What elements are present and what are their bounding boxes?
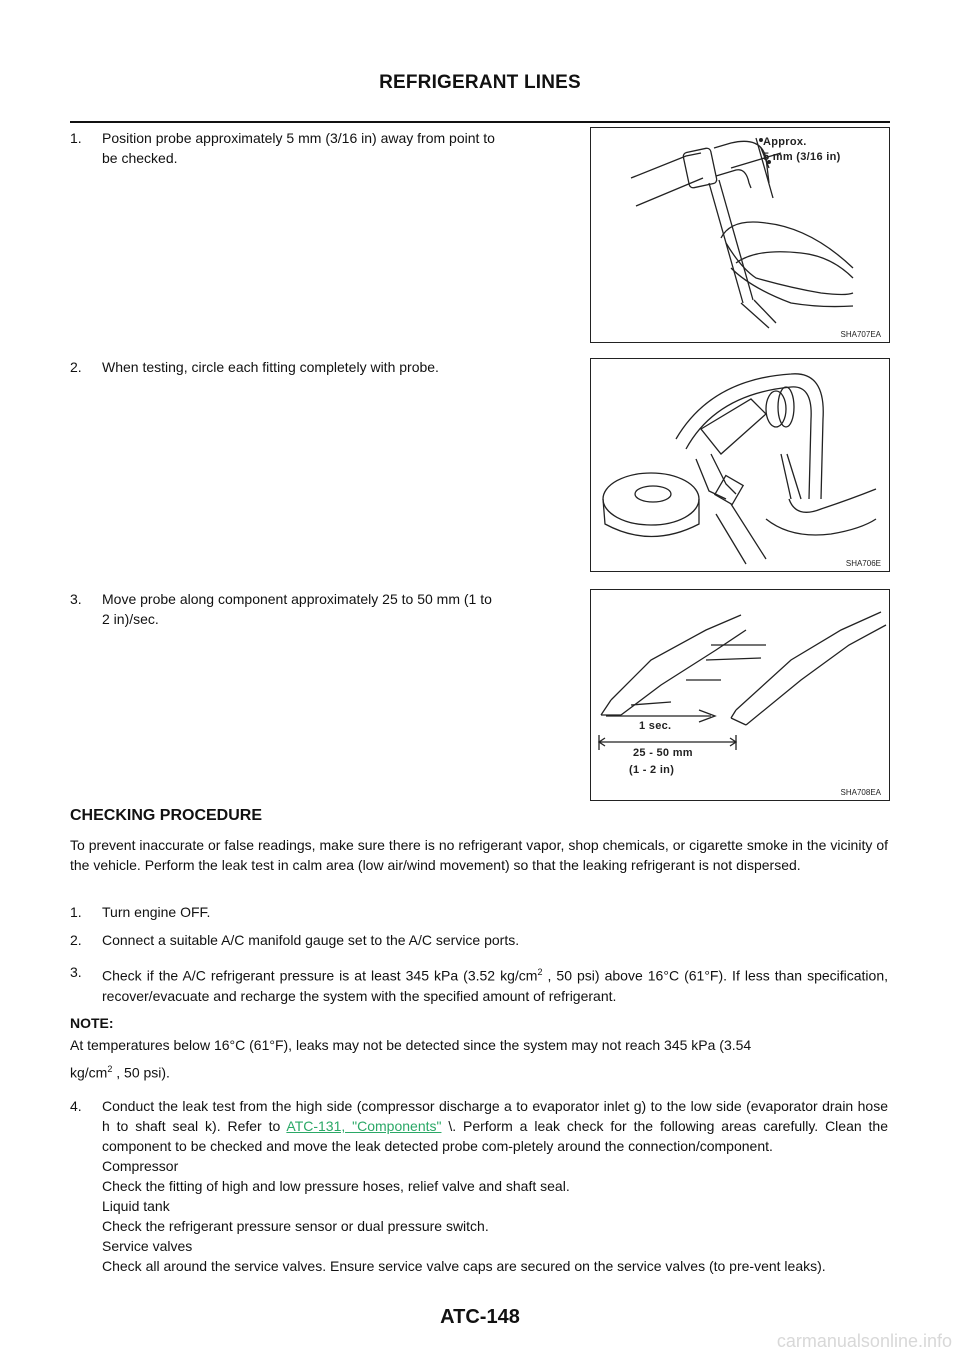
step-text: be checked. [102,150,178,166]
figure-code: SHA706E [845,559,881,568]
components-link[interactable]: ATC-131, "Components" [286,1118,442,1134]
step-1 [70,128,580,170]
page-title: REFRIGERANT LINES [379,72,581,93]
component-name: Service valves [102,1238,193,1254]
step-text: 2 in)/sec. [102,611,159,627]
item-number: 3. [70,964,82,980]
step-number: 3. [70,591,82,607]
figure-circle-fitting [590,358,890,572]
note-label: NOTE: [70,1015,114,1031]
step-text: Move probe along component approximately 25 to 50 mm (1 to [102,591,492,607]
step-number: 1. [70,130,82,146]
intro-paragraph: To prevent inaccurate or false readings, make sure there is no refrigerant vapor, shop chemicals, or cigarette smoke in the vicinity of the vehicle. Perform the leak test in calm area (low air/wind movement) so that the leaking refrigerant is not dispersed. [70,837,888,873]
component-check: Check the fitting of high and low pressure hoses, relief valve and shaft seal. [102,1178,570,1194]
component-check: Check all around the service valves. Ensure service valve caps are secured on the service valves (to pre-vent leaks). [102,1258,826,1274]
component-name: Compressor [102,1158,179,1174]
item-number: 2. [70,932,82,948]
superscript: 2 [537,967,543,977]
superscript: 2 [107,1064,113,1074]
item-text: Connect a suitable A/C manifold gauge set to the A/C service ports. [102,932,520,948]
figure-code: SHA707EA [840,330,881,339]
figure-probe-speed [590,589,890,801]
step-3 [70,589,580,631]
note-line: At temperatures below 16°C (61°F), leaks may not be detected since the system may not reach 345 kPa (3.54 [70,1037,752,1053]
time-label: 1 sec. [639,720,672,732]
distance-label: 5 mm (3/16 in) [763,151,841,163]
step-text: When testing, circle each fitting completely with probe. [102,359,439,375]
item-text: Turn engine OFF. [102,904,211,920]
note-line: , 50 psi). [112,1064,170,1081]
item-text: , 50 psi) above 16°C (61°F). If less than specification, recover/evacuate and recharge the system with the specified amount of refrigerant. [102,967,888,1004]
page-number: ATC-148 [440,1306,520,1328]
component-name: Liquid tank [102,1198,170,1214]
item-text: Check if the A/C refrigerant pressure is at least 345 kPa (3.52 kg/cm [102,967,538,984]
item-number: 1. [70,904,82,920]
note-text [70,1035,888,1083]
circle-fitting-illustration [591,359,889,571]
item-number: 4. [70,1098,82,1114]
step-text: Position probe approximately 5 mm (3/16 in) away from point to [102,130,495,146]
watermark: carmanualsonline.info [776,1331,952,1351]
distance-mm-label: 25 - 50 mm [633,747,693,759]
step-2 [70,357,580,379]
item-text: \. Perform a leak check for the following areas carefully. Clean the component to be checked and move the leak detected probe com-pletely around the connection/component. [102,1118,888,1154]
figure-code: SHA708EA [840,788,881,797]
component-check: Check the refrigerant pressure sensor or dual pressure switch. [102,1218,489,1234]
distance-in-label: (1 - 2 in) [629,764,675,776]
probe-distance-illustration [591,128,889,342]
section-heading: CHECKING PROCEDURE [70,807,263,824]
figure-probe-distance [590,127,890,343]
note-line: kg/cm [70,1064,108,1081]
item-text: Conduct the leak test from the high side (compressor discharge a to evaporator inlet g) to the low side (evaporator drain hose h to shaft seal k). Refer to [102,1098,888,1134]
approx-label: Approx. [763,136,807,148]
step-number: 2. [70,359,82,375]
header-rule [70,121,890,123]
